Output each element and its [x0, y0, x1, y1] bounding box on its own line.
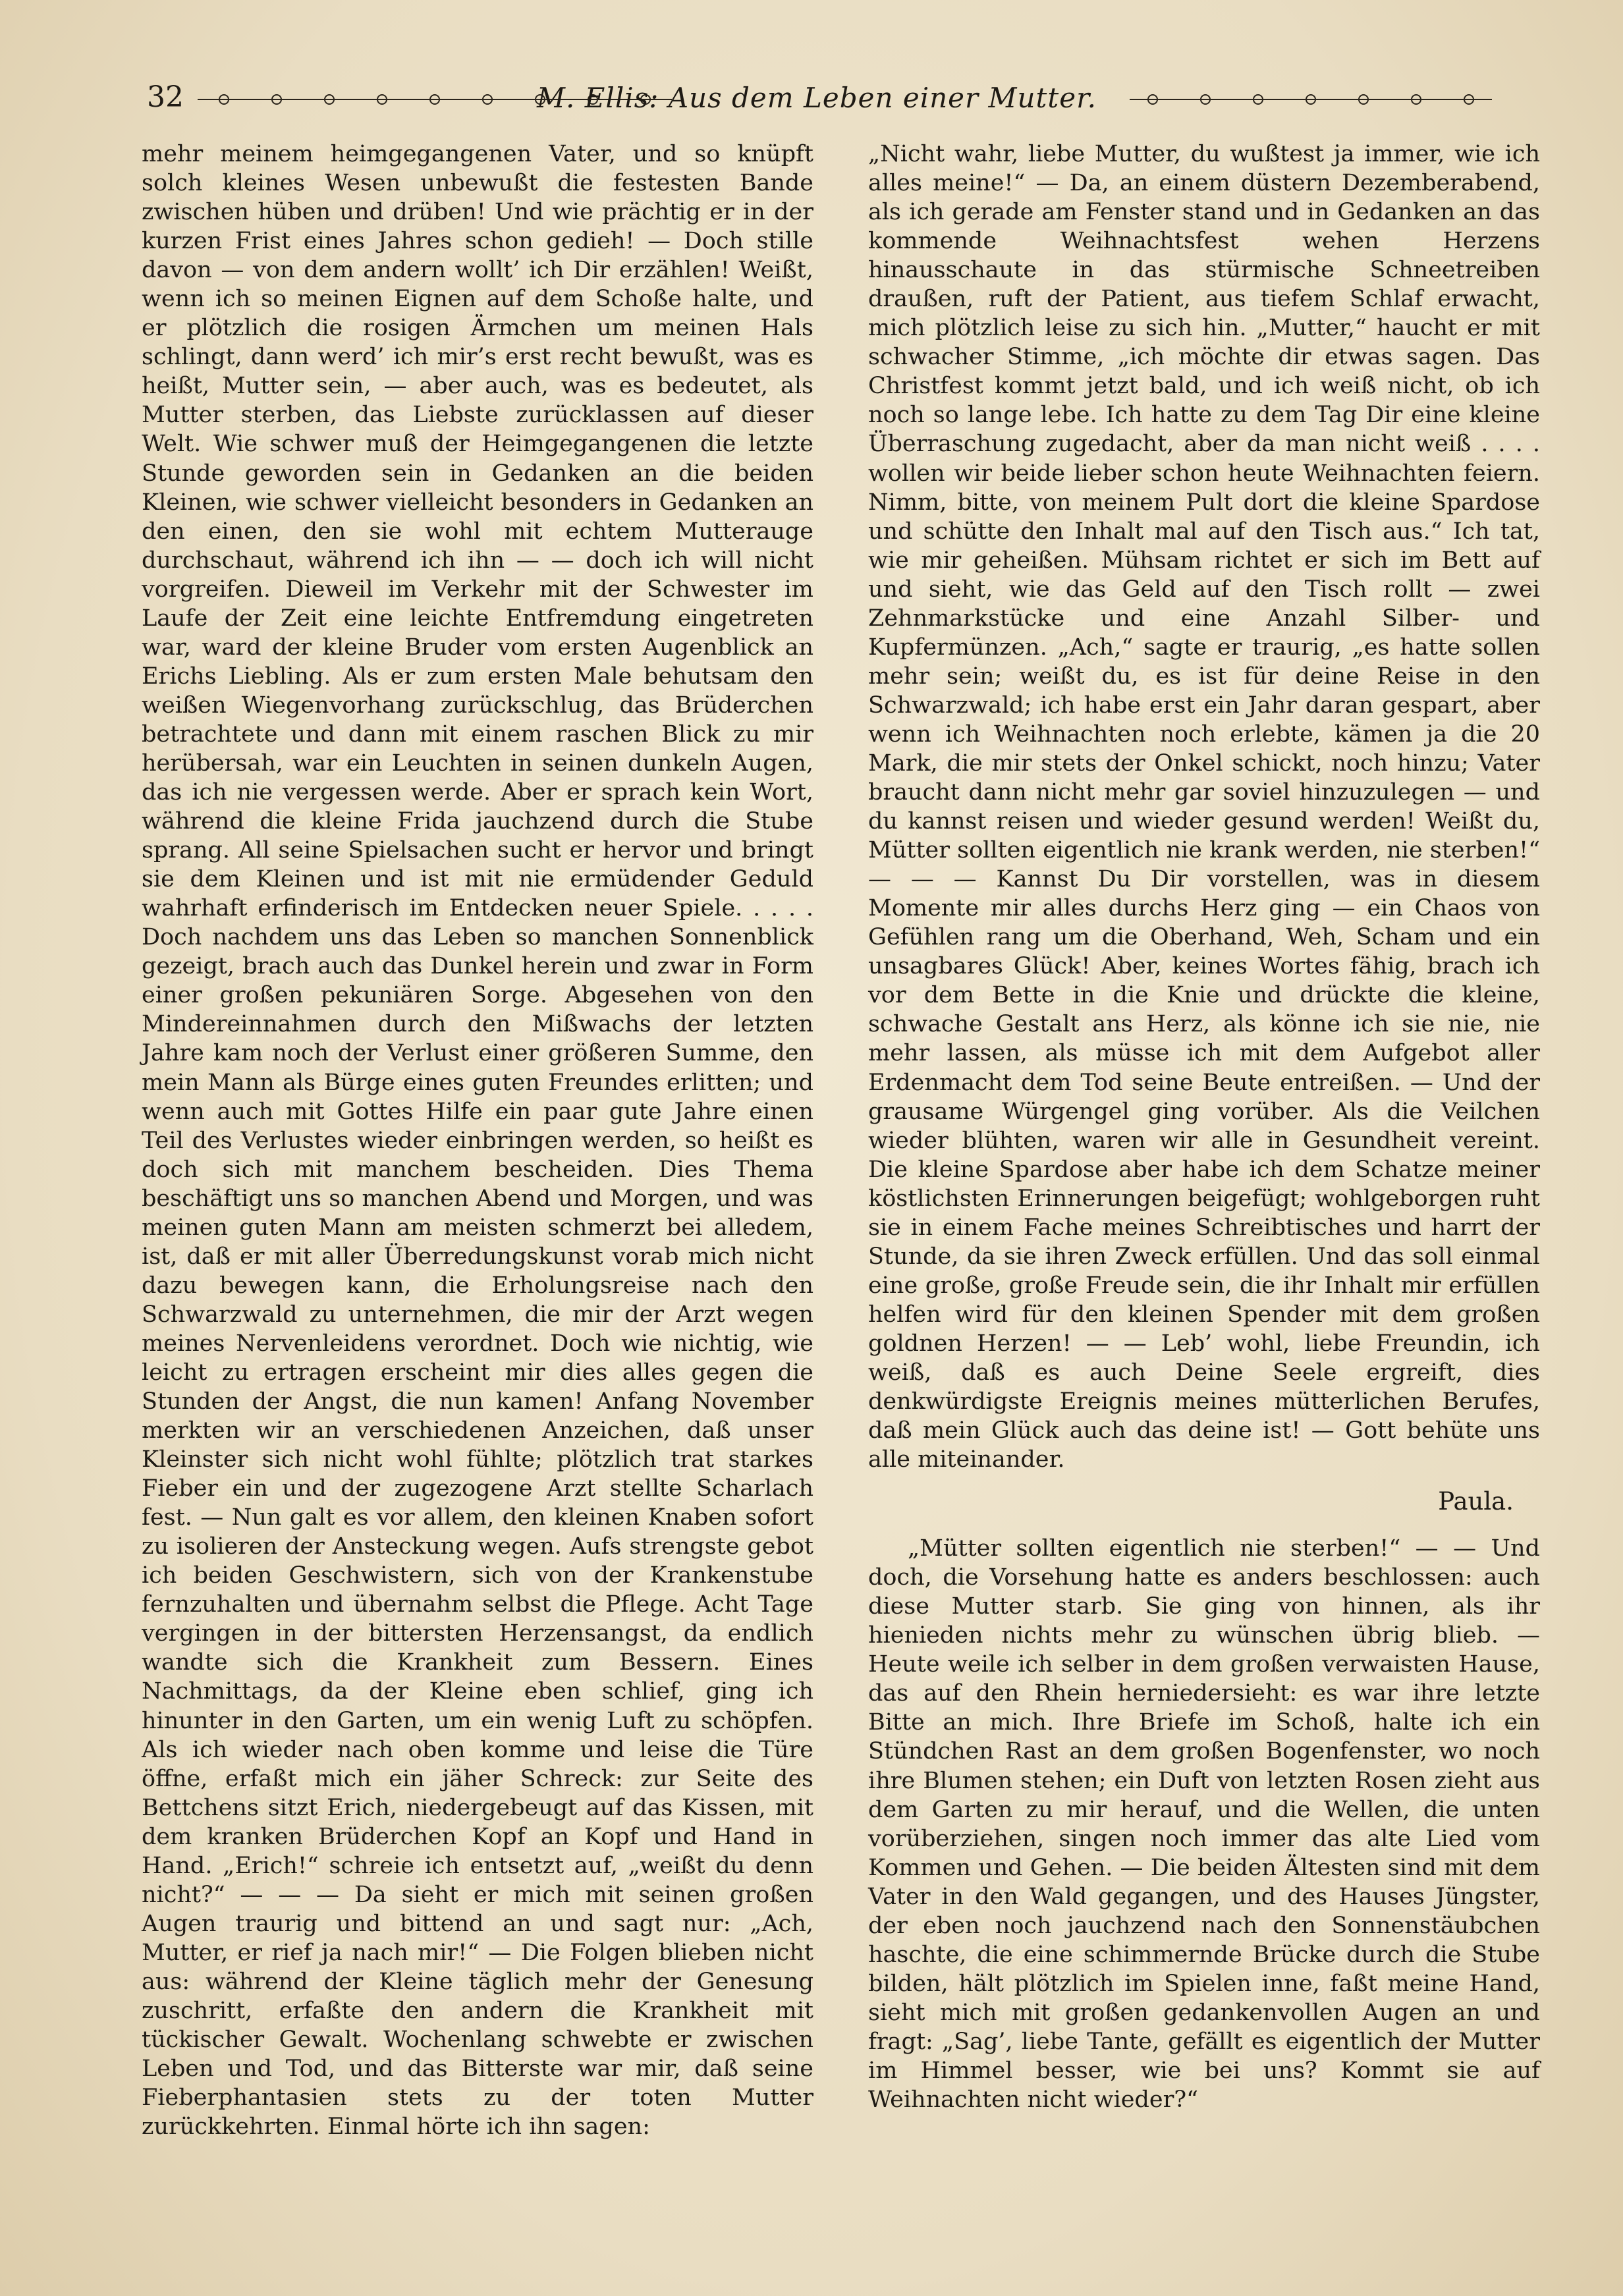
ornament-rule-right	[1130, 90, 1492, 109]
running-title: M. Ellis: Aus dem Leben einer Mutter.	[537, 82, 1097, 114]
left-column	[142, 140, 813, 2141]
body-paragraph: mehr meinem heimgegangenen Vater, und so knüpft solch kleines Wesen unbewußt die festesten Bande zwischen hüben und drüben! Und wie prächtig er in der kurzen Frist eines Jahres schon gedieh! — Doch stille davon — von dem andern wollt’ ich Dir erzählen! Weißt, wenn ich so meinen Eignen auf dem Schoße halte, und er plötzlich die rosigen Ärmchen um meinen Hals schlingt, dann werd’ ich mir’s erst recht bewußt, was es heißt, Mutter sein, — aber auch, was es bedeutet, als Mutter sterben, das Liebste zurücklassen auf dieser Welt. Wie schwer muß der Heimgegangenen die letzte Stunde geworden sein in Gedanken an die beiden Kleinen, wie schwer vielleicht besonders in Gedanken an den einen, den sie wohl mit echtem Mutterauge durchschaut, während ich ihn — — doch ich will nicht vorgreifen. Dieweil im Verkehr mit der Schwester im Laufe der Zeit eine leichte Entfremdung eingetreten war, ward der kleine Bruder vom ersten Augenblick an Erichs Liebling. Als er zum ersten Male behutsam den weißen Wiegenvorhang zurückschlug, das Brüderchen betrachtete und dann mit einem raschen Blick zu mir herübersah, war ein Leuchten in seinen dunkeln Augen, das ich nie vergessen werde. Aber er sprach kein Wort, während die kleine Frida jauchzend durch die Stube sprang. All seine Spielsachen sucht er hervor und bringt sie dem Kleinen und ist mit nie ermüdender Geduld wahrhaft erfinderisch im Entdecken neuer Spiele. . . . . Doch nachdem uns das Leben so manchen Sonnenblick gezeigt, brach auch das Dunkel herein und zwar in Form einer großen pekuniären Sorge. Abgesehen von den Mindereinnahmen durch den Mißwachs der letzten Jahre kam noch der Verlust einer größeren Summe, den mein Mann als Bürge eines guten Freundes erlitten; und wenn auch mit Gottes Hilfe ein paar gute Jahre einen Teil des Verlustes wieder einbringen werden, so heißt es doch sich mit manchem bescheiden. Dies Thema beschäftigt uns so manchen Abend und Morgen, und was meinen guten Mann am meisten schmerzt bei alledem, ist, daß er mit aller Überredungskunst vorab mich nicht dazu bewegen kann, die Erholungsreise nach den Schwarzwald zu unternehmen, die mir der Arzt wegen meines Nervenleidens verordnet. Doch wie nichtig, wie leicht zu ertragen erscheint mir dies alles gegen die Stunden der Angst, die nun kamen! Anfang November merkten wir an verschiedenen Anzeichen, daß unser Kleinster sich nicht wohl fühlte; plötzlich trat starkes Fieber ein und der zugezogene Arzt stellte Scharlach fest. — Nun galt es vor allem, den kleinen Knaben sofort zu isolieren der Ansteckung wegen. Aufs strengste gebot ich beiden Geschwistern, sich von der Krankenstube fernzuhalten und übernahm selbst die Pflege. Acht Tage vergingen in der bittersten Herzensangst, da endlich wandte sich die Krankheit zum Bessern. Eines Nachmittags, da der Kleine eben schlief, ging ich hinunter in den Garten, um ein wenig Luft zu schöpfen. Als ich wieder nach oben komme und leise die Türe öffne, erfaßt mich ein jäher Schreck: zur Seite des Bettchens sitzt Erich, niedergebeugt auf das Kissen, mit dem kranken Brüderchen Kopf an Kopf und Hand in Hand. „Erich!“ schreie ich entsetzt auf, „weißt du denn nicht?“ — — — Da sieht er mich mit seinen großen Augen traurig und bittend an und sagt nur: „Ach, Mutter, er rief ja nach mir!“ — Die Folgen blieben nicht aus: während der Kleine täglich mehr der Genesung zuschritt, erfaßte den andern die Krankheit mit tückischer Gewalt. Wochenlang schwebte er zwischen Leben und Tod, und das Bitterste war mir, daß seine Fieberphantasien stets zu der toten Mutter zurückkehrten. Einmal hörte ich ihn sagen:	[142, 141, 813, 2141]
epilogue-paragraph: „Mütter sollten eigentlich nie sterben!“ — — Und doch, die Vorsehung hatte es anders beschlossen: auch diese Mutter starb. Sie ging von hinnen, als ihr hienieden nichts mehr zu wünschen übrig blieb. — Heute weile ich selber in dem großen verwaisten Hause, das auf den Rhein herniedersieht: es war ihre letzte Bitte an mich. Ihre Briefe im Schoß, halte ich ein Stündchen Rast an dem großen Bogenfenster, wo noch ihre Blumen stehen; ein Duft von letzten Rosen zieht aus dem Garten zu mir herauf, und die Wellen, die unten vorüberziehen, singen noch immer das alte Lied vom Kommen und Gehen. — Die beiden Ältesten sind mit dem Vater in den Wald gegangen, und des Hauses Jüngster, der eben noch jauchzend nach den Sonnenstäubchen haschte, die eine schimmernde Brücke durch die Stube bilden, hält plötzlich im Spielen inne, faßt meine Hand, sieht mich mit großen gedankenvollen Augen an und fragt: „Sag’, liebe Tante, gefällt es eigentlich der Mutter im Himmel besser, wie bei uns? Kommt sie auf Weihnachten nicht wieder?“	[868, 1535, 1540, 2114]
letter-closing-paragraph: „Nicht wahr, liebe Mutter, du wußtest ja immer, wie ich alles meine!“ — Da, an einem düstern Dezemberabend, als ich gerade am Fenster stand und in Gedanken an das kommende Weihnachtsfest wehen Herzens hinausschaute in das stürmische Schneetreiben draußen, ruft der Patient, aus tiefem Schlaf erwacht, mich plötzlich leise zu sich hin. „Mutter,“ haucht er mit schwacher Stimme, „ich möchte dir etwas sagen. Das Christfest kommt jetzt bald, und ich weiß nicht, ob ich noch so lange lebe. Ich hatte zu dem Tag Dir eine kleine Überraschung zugedacht, aber da man nicht weiß . . . . wollen wir beide lieber schon heute Weihnachten feiern. Nimm, bitte, von meinem Pult dort die kleine Spardose und schütte den Inhalt mal auf den Tisch aus.“ Ich tat, wie mir geheißen. Mühsam richtet er sich im Bett auf und sieht, wie das Geld auf den Tisch rollt — zwei Zehnmarkstücke und eine Anzahl Silber- und Kupfermünzen. „Ach,“ sagte er traurig, „es hatte sollen mehr sein; weißt du, es ist für deine Reise in den Schwarzwald; ich habe erst ein Jahr daran gespart, aber wenn ich Weihnachten noch erlebte, kämen ja die 20 Mark, die mir stets der Onkel schickt, noch hinzu; Vater braucht dann nicht mehr gar soviel hinzuzulegen — und du kannst reisen und wieder gesund werden! Weißt du, Mütter sollten eigentlich nie krank werden, nie sterben!“ — — — Kannst Du Dir vorstellen, was in diesem Momente mir alles durchs Herz ging — ein Chaos von Gefühlen rang um die Oberhand, Weh, Scham und ein unsagbares Glück! Aber, keines Wortes fähig, brach ich vor dem Bette in die Knie und drückte die kleine, schwache Gestalt ans Herz, als könne ich sie nie, nie mehr lassen, als müsse ich mit dem Aufgebot aller Erdenmacht dem Tod seine Beute entreißen. — Und der grausame Würgengel ging vorüber. Als die Veilchen wieder blühten, waren wir alle in Gesundheit vereint. Die kleine Spardose aber habe ich dem Schatze meiner köstlichsten Erinnerungen beigefügt; wohlgeborgen ruht sie in einem Fache meines Schreibtisches und harrt der Stunde, da sie ihren Zweck erfüllen. Und das soll einmal eine große, große Freude sein, die ihr Inhalt mir erfüllen helfen wird für den kleinen Spender mit dem großen goldnen Herzen! — — Leb’ wohl, liebe Freundin, ich weiß, daß es auch Deine Seele ergreift, dies denkwürdigste Ereignis meines mütterlichen Berufes, daß mein Glück auch das deine ist! — Gott behüte uns alle miteinander.	[868, 141, 1540, 1473]
page-header	[142, 78, 1492, 124]
right-column	[868, 140, 1540, 2114]
page-number: 32	[147, 80, 184, 114]
signature: Paula.	[1438, 1487, 1514, 1516]
